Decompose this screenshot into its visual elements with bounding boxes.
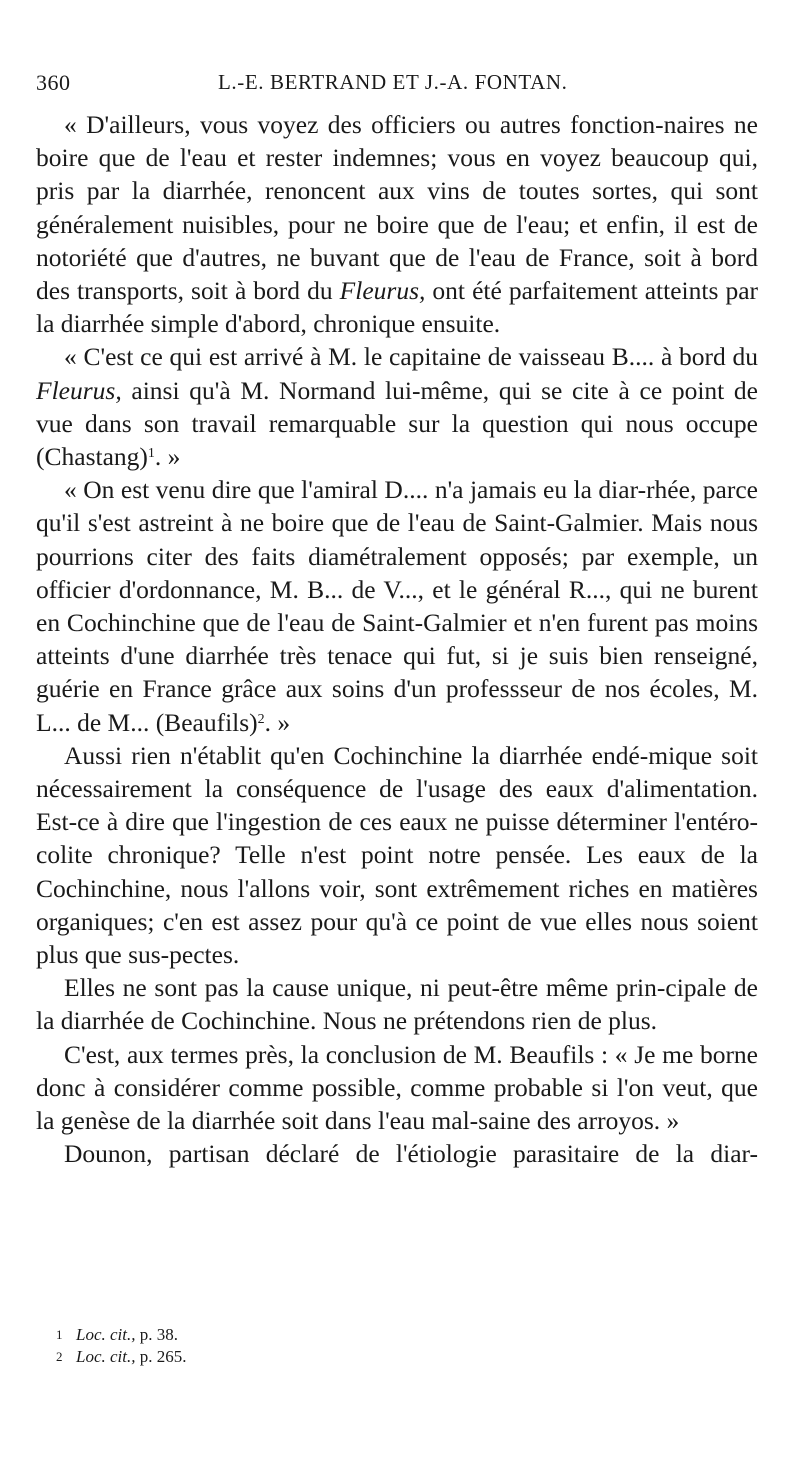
paragraph-2-text-c: . » <box>154 442 181 472</box>
footnotes <box>56 1324 456 1368</box>
paragraph-6: C'est, aux termes près, la conclusion de M. Beaufils : « Je me borne donc à considérer comme possible, comme probable si l'on veut, que la genèse de la diarrhée soit dans l'eau mal-saine des arroyos. » <box>36 1039 758 1136</box>
paragraph-1 <box>36 108 758 340</box>
footnote-1 <box>56 1324 456 1346</box>
footnote-2-marker: 2 <box>56 1349 63 1364</box>
footnote-2 <box>56 1346 456 1368</box>
paragraph-3-text-b: . » <box>264 707 291 737</box>
paragraph-2 <box>36 340 758 473</box>
paragraph-1-text-b: ont été parfaitement atteints par la diarrhée simple d'abord, chronique ensuite. <box>36 276 759 339</box>
footnote-2-citation: Loc. cit., <box>76 1347 136 1366</box>
paragraph-5: Elles ne sont pas la cause unique, ni peut-être même prin-cipale de la diarrhée de Cochinchine. Nous ne prétendons rien de plus. <box>36 973 758 1036</box>
paragraph-2-text-a: « C'est ce qui est arrivé à M. le capitaine de vaisseau B.... à bord du <box>64 342 758 372</box>
footnote-1-marker: 1 <box>56 1327 63 1342</box>
ship-name-fleurus-2: Fleurus, <box>36 375 122 405</box>
footnote-1-citation: Loc. cit., <box>76 1325 136 1344</box>
paragraph-1-text-a: « D'ailleurs, vous voyez des officiers ou autres fonction-naires ne boire que de l'eau et rester indemnes; vous en voyez beaucoup qui, pris par la diarrhée, renoncent aux vins de toutes sortes, qui sont généralement nuisibles, pour ne boire que de l'eau; et enfin, il est de notoriété que d'autres, ne buvant que de l'eau de France, soit à bord des transports, soit à bord du <box>36 110 758 306</box>
page-header <box>36 70 776 102</box>
paragraph-7: Dounon, partisan déclaré de l'étiologie parasitaire de la diar- <box>64 1139 758 1169</box>
paragraph-4: Aussi rien n'établit qu'en Cochinchine la diarrhée endé-mique soit nécessairement la conséquence de l'usage des eaux d'alimentation. Est-ce à dire que l'ingestion de ces eaux ne puisse déterminer l'entéro-colite chronique? Telle n'est point notre pensée. Les eaux de la Cochinchine, nous l'allons voir, sont extrêmement riches en matières organiques; c'en est assez pour qu'à ce point de vue elles nous soient plus que sus-pectes. <box>36 740 758 970</box>
ship-name-fleurus: Fleurus, <box>339 276 426 306</box>
footnote-1-page: p. 38. <box>135 1325 178 1344</box>
footnote-ref-1: 1 <box>147 446 155 462</box>
paragraph-3-text-a: « On est venu dire que l'amiral D.... n'a jamais eu la diar-rhée, parce qu'il s'est astreint à ne boire que de l'eau de Saint-Galmier. Mais nous pourrions citer des faits diamétralement opposés; par exemple, un officier d'ordonnance, M. B... de V..., et le général R..., qui ne burent en Cochinchine que de l'eau de Saint-Galmier et n'en furent pas moins atteints d'une diarrhée très tenace qui fut, si je suis bien renseigné, guérie en France grâce aux soins d'un professseur de nos écoles, M. L... de M... (Beaufils) <box>36 475 758 737</box>
paragraph-2-text-b: ainsi qu'à M. Normand lui-même, qui se cite à ce point de vue dans son travail remarquable sur la question qui nous occupe (Chastang) <box>36 375 758 472</box>
footnote-ref-2: 2 <box>257 711 265 727</box>
footnote-2-page: p. 265. <box>135 1347 187 1366</box>
running-head: L.-E. BERTRAND ET J.-A. FONTAN. <box>218 70 568 94</box>
paragraph-3 <box>36 473 758 739</box>
page-number: 360 <box>36 70 71 95</box>
body-text <box>36 108 758 1171</box>
